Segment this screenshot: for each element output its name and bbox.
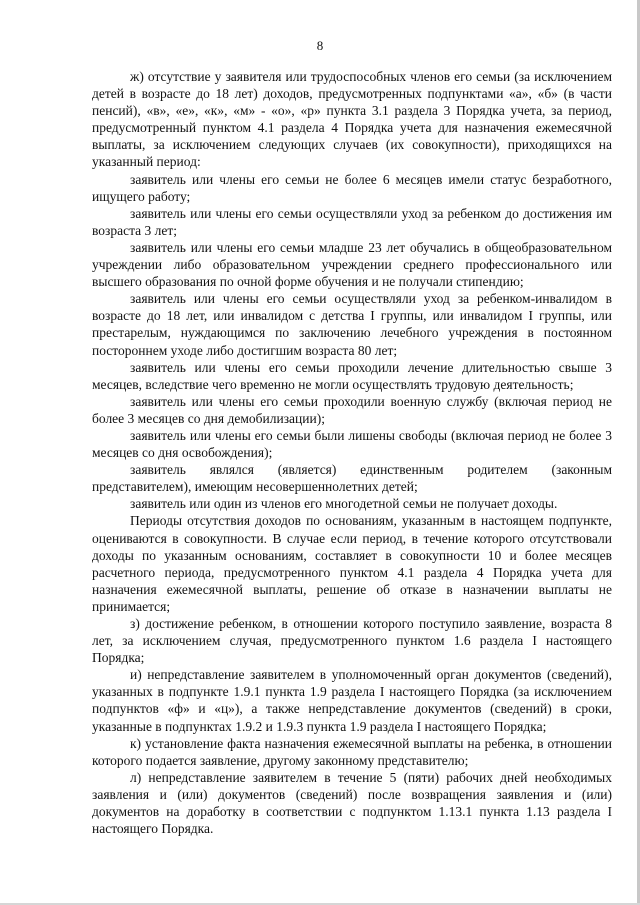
page-number: 8 <box>316 38 324 53</box>
paragraph-unemployed: заявитель или члены его семьи не более 6 месяцев имели статус безработного, ищущего работу; <box>92 171 612 204</box>
paragraph-medical-treatment: заявитель или члены его семьи проходили лечение длительностью свыше 3 месяцев, вследствие чего временно не могли осуществлять трудовую деятельность; <box>92 359 612 392</box>
paragraph-students: заявитель или члены его семьи младше 23 лет обучались в общеобразовательном учреждении либо образовательном учреждении среднего профессионального или высшего образования по очной форме обучения и не получали стипендию; <box>92 239 612 290</box>
document-body <box>92 68 612 837</box>
paragraph-zh: ж) отсутствие у заявителя или трудоспособных членов его семьи (за исключением детей в возрасте до 18 лет) доходов, предусмотренных подпунктами «а», «б» (в части пенсий), «в», «е», «к», «м» - «о», «р» пункта 3.1 раздела 3 Порядка учета, за период, предусмотренный пунктом 4.1 раздела 4 Порядка учета для назначения ежемесячной выплаты, за исключением следующих случаев (их совокупности), приходящихся на указанный период: <box>92 69 612 170</box>
paragraph-imprisonment: заявитель или члены его семьи были лишены свободы (включая период не более 3 месяцев со дня освобождения); <box>92 427 612 461</box>
paragraph-z: з) достижение ребенком, в отношении которого поступило заявление, возраста 8 лет, за исключением случая, предусмотренного пунктом 1.6 раздела I настоящего Порядка; <box>92 616 612 666</box>
paragraph-disabled-care: заявитель или члены его семьи осуществляли уход за ребенком-инвалидом в возрасте до 18 лет, или инвалидом с детства I группы, или инвалидом I группы, или престарелым, нуждающимся по заключению лечебного учреждения в постоянном постороннем уходе либо достигшим возраста 80 лет; <box>92 291 612 358</box>
paragraph-childcare: заявитель или члены его семьи осуществляли уход за ребенком до достижения им возраста 3 лет; <box>92 205 612 238</box>
paragraph-large-family: заявитель или один из членов его многодетной семьи не получает доходы. <box>130 496 558 512</box>
paragraph-single-parent: заявитель являлся (является) единственным родителем (законным представителем), имеющим несовершеннолетних детей; <box>92 462 612 495</box>
paragraph-i: и) непредставление заявителем в уполномоченный орган документов (сведений), указанных в подпункте 1.9.1 пункта 1.9 раздела I настоящего Порядка (за исключением подпунктов «ф» и «ц»), а также непредставление документов (сведений) в сроки, указанные в подпунктах 1.9.2 и 1.9.3 пункта 1.9 раздела I настоящего Порядка; <box>92 667 612 734</box>
paragraph-military-service: заявитель или члены его семьи проходили военную службу (включая период не более 3 месяцев со дня демобилизации); <box>92 393 612 426</box>
paragraph-l: л) непредставление заявителем в течение 5 (пяти) рабочих дней необходимых заявления и (или) документов (сведений) после возвращения заявления и (или) документов на доработку в соответствии с подпунктом 1.13.1 пункта 1.13 раздела I настоящего Порядка. <box>92 769 612 837</box>
paragraph-periods: Периоды отсутствия доходов по основаниям, указанным в настоящем подпункте, оцениваются в совокупности. В случае если период, в течение которого отсутствовали доходы по указанным основаниям, составляет в совокупности 10 и более месяцев расчетного периода, предусмотренного пунктом 4.1 раздела 4 Порядка учета для назначения ежемесячной выплаты, решение об отказе в назначении выплаты не принимается; <box>92 513 612 614</box>
paragraph-k: к) установление факта назначения ежемесячной выплаты на ребенка, в отношении которого подается заявление, другому законному представителю; <box>92 735 612 768</box>
